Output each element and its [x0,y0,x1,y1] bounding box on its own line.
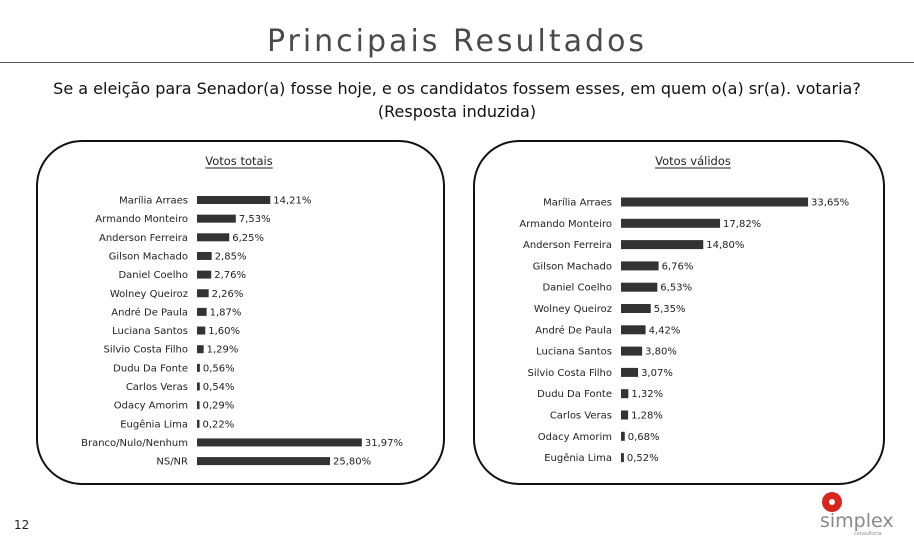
category-label: Armando Monteiro [95,214,188,226]
bar [621,411,628,420]
value-label: 1,87% [209,307,242,319]
bar [197,457,330,465]
value-label: 7,53% [238,214,271,226]
value-label: 0,54% [202,382,235,393]
votos-validos-panel [473,140,885,485]
category-label: Luciana Santos [536,346,612,358]
value-label: 0,22% [202,419,235,431]
value-label: 2,85% [214,251,247,263]
bar [197,308,207,316]
votos-validos-chart [475,142,883,483]
category-label: Marília Arraes [119,195,188,207]
bar [621,453,624,462]
category-label: Silvio Costa Filho [103,344,188,356]
category-label: Armando Monteiro [519,218,612,230]
bar [197,383,200,391]
category-label: Odacy Amorim [537,431,612,443]
value-label: 14,21% [273,195,312,207]
bar [197,252,212,260]
category-label: Eugênia Lima [120,419,188,431]
bar [621,198,808,207]
logo-subtext: consultoria [854,531,882,537]
category-label: Gilson Machado [532,261,612,273]
title-underline [0,62,914,63]
bar [621,283,657,292]
bar [197,327,205,335]
bar [621,325,646,334]
survey-question: Se a eleição para Senador(a) fosse hoje, e os candidatos fossem esses, em quem o(a) sr(a). votaria? [53,79,861,98]
category-label: Daniel Coelho [118,270,188,282]
category-label: André De Paula [111,307,188,319]
bar [197,401,200,409]
value-label: 6,76% [661,261,694,273]
category-label: Branco/Nulo/Nenhum [81,437,188,449]
bar [621,347,642,356]
category-label: Anderson Ferreira [99,232,188,244]
category-label: Dudu Da Fonte [537,389,612,401]
bar [197,364,200,372]
page-number: 12 [14,518,30,532]
value-label: 25,80% [333,456,372,468]
category-label: Anderson Ferreira [523,240,612,252]
bar [197,345,204,353]
value-label: 3,07% [641,367,673,379]
bar [197,289,209,297]
value-label: 5,35% [653,304,686,315]
value-label: 3,80% [645,346,677,358]
category-label: Luciana Santos [112,326,188,338]
category-label: Carlos Veras [125,382,188,393]
value-label: 6,53% [660,282,693,294]
chart-title: Votos válidos [655,154,731,168]
logo-text: simplex [820,510,894,532]
bar [197,420,200,428]
bar [197,196,270,204]
category-label: Daniel Coelho [542,282,612,294]
value-label: 0,68% [627,431,660,443]
simplex-logo [818,490,908,537]
bar [621,304,651,313]
category-label: Wolney Queiroz [533,304,612,315]
bar [621,240,703,249]
bar [197,438,362,446]
bar [197,215,236,223]
value-label: 0,56% [202,363,235,375]
category-label: André De Paula [535,325,612,337]
value-label: 17,82% [723,218,762,230]
category-label: Silvio Costa Filho [527,367,612,379]
category-label: Eugênia Lima [544,453,612,465]
value-label: 0,29% [202,400,235,412]
votos-totais-chart [38,142,443,483]
value-label: 33,65% [811,197,850,209]
category-label: Carlos Veras [549,410,612,422]
bar [621,219,720,228]
category-label: Gilson Machado [108,251,188,263]
category-label: NS/NR [156,456,188,468]
value-label: 31,97% [364,437,403,449]
bar [197,233,229,241]
value-label: 1,32% [631,389,664,401]
category-label: Marília Arraes [543,197,612,209]
page-title: Principais Resultados [266,24,648,59]
category-label: Odacy Amorim [113,400,188,412]
bar [621,261,659,270]
logo-dot-icon [822,492,842,512]
value-label: 0,52% [626,453,659,465]
value-label: 1,28% [631,410,663,422]
value-label: 2,76% [214,270,247,282]
bar [621,368,638,377]
bar [197,271,211,279]
chart-title: Votos totais [205,154,273,168]
value-label: 2,26% [211,288,244,300]
value-label: 14,80% [706,240,745,252]
bar [621,389,628,398]
category-label: Wolney Queiroz [109,288,188,300]
bar [621,432,625,441]
survey-question-note: (Resposta induzida) [377,102,537,121]
votos-totais-panel [36,140,445,485]
value-label: 4,42% [648,325,681,337]
value-label: 1,60% [208,326,241,338]
value-label: 6,25% [232,232,265,244]
value-label: 1,29% [206,344,239,356]
category-label: Dudu Da Fonte [113,363,188,375]
